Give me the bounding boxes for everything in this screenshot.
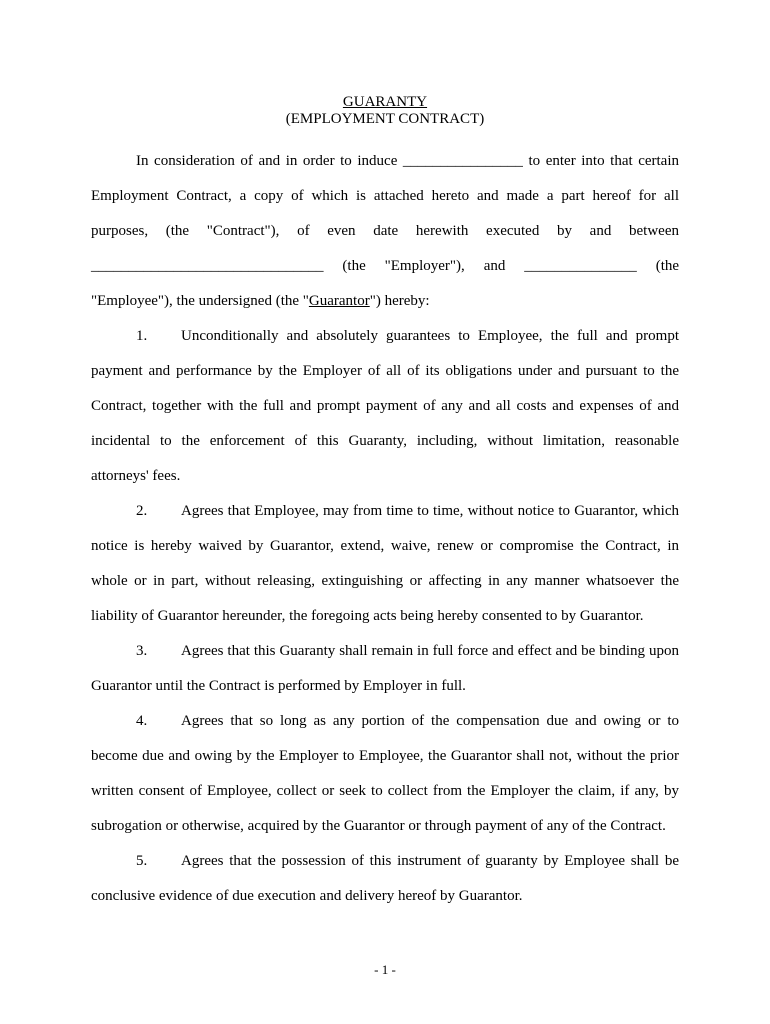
inducee-blank: ________________ (402, 153, 523, 169)
document-title: GUARANTY (342, 94, 428, 110)
clause-5 (91, 844, 679, 914)
clause-number: 1. (136, 328, 148, 344)
clause-text: Agrees that so long as any portion of the compensation due and owing or to become due and owing by the Employer to Employee, the Guarantor shall not, without the prior written consent of Employee, collect or seek to collect from the Employer the claim, if any, by subrogation or otherwise, acquired by the Guarantor or through payment of any of the Contract. (91, 713, 679, 834)
clause-2 (91, 494, 679, 634)
clause-1 (91, 319, 679, 494)
intro-line-1 (91, 144, 679, 179)
intro-line-3: purposes, (the "Contract"), of even date herewith executed by and between (91, 223, 679, 239)
intro-text: In consideration of and in order to induce (136, 153, 398, 169)
employee-blank: _______________ (524, 258, 637, 274)
intro-line-4 (91, 249, 679, 284)
guarantor-term: Guarantor (308, 293, 370, 309)
document-subtitle: (EMPLOYMENT CONTRACT) (285, 111, 485, 127)
intro-text: (the (655, 258, 680, 274)
clause-text: Agrees that Employee, may from time to time, without notice to Guarantor, which notice is hereby waived by Guarantor, extend, waive, renew or compromise the Contract, in whole or in part, without releasing, extinguishing or affecting in any manner whatsoever the liability of Guarantor hereunder, the foregoing acts being hereby consented to by Guarantor. (91, 503, 679, 624)
clause-number: 4. (136, 713, 148, 729)
employer-blank: _______________________________ (91, 258, 324, 274)
intro-text: (the "Employer"), and (342, 258, 506, 274)
clause-text: Agrees that the possession of this instrument of guaranty by Employee shall be conclusive evidence of due execution and delivery hereof by Guarantor. (91, 853, 679, 904)
intro-paragraph (91, 144, 679, 319)
clause-number: 3. (136, 643, 148, 659)
intro-text: "Employee"), the undersigned (the " (91, 293, 309, 309)
clause-4 (91, 704, 679, 844)
document-title-block (0, 94, 770, 128)
document-body (91, 144, 679, 914)
intro-text: ") hereby: (369, 293, 430, 309)
clause-3 (91, 634, 679, 704)
clause-text: Agrees that this Guaranty shall remain in full force and effect and be binding upon Guarantor until the Contract is performed by Employer in full. (91, 643, 679, 694)
intro-line-2: Employment Contract, a copy of which is attached hereto and made a part hereof for all (91, 188, 679, 204)
clause-number: 2. (136, 503, 148, 519)
clause-text: Unconditionally and absolutely guarantees to Employee, the full and prompt payment and performance by the Employer of all of its obligations under and pursuant to the Contract, together with the full and prompt payment of any and all costs and expenses of and incidental to the enforcement of this Guaranty, including, without limitation, reasonable attorneys' fees. (91, 328, 679, 484)
intro-line-5 (91, 284, 679, 319)
clause-number: 5. (136, 853, 148, 869)
intro-text: to enter into that certain (528, 153, 680, 169)
page-number: - 1 - (374, 962, 396, 977)
